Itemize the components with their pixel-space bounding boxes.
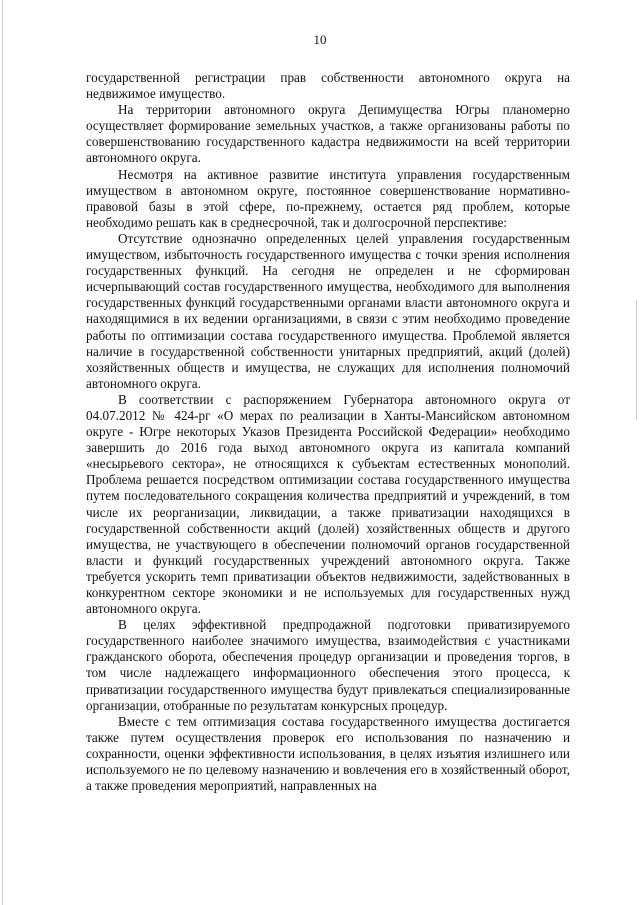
page-number: 10 <box>313 32 327 47</box>
scan-edge-left <box>2 0 3 905</box>
paragraph-4: Отсутствие однозначно определенных целей управления государственным имуществом, избыточность государственного имущества с точки зрения исполнения государственных функций. На сегодня не определен и не сформирован исчерпывающий состав государственного имущества, необходимого для выполнения государственных функций государственными органами власти автономного округа и находящимися в их ведении организациями, в связи с этим необходимо проведение работы по оптимизации состава государственного имущества. Проблемой является наличие в государственной собственности унитарных предприятий, акций (долей) хозяйственных обществ и имущества, не служащих для исполнения полномочий автономного округа. <box>86 230 570 391</box>
scan-edge-right <box>636 300 637 420</box>
paragraph-6: В целях эффективной предпродажной подготовки приватизируемого государственного наиболее значимого имущества, взаимодействия с участниками гражданского оборота, обеспечения процедур организации и проведения торгов, в том числе надлежащего информационного обеспечения этого процесса, к приватизации государственного имущества будут привлекаться специализированные организации, отобранные по результатам конкурсных процедур. <box>86 617 570 713</box>
paragraph-3: Несмотря на активное развитие института управления государственным имуществом в автономном округе, постоянное совершенствование нормативно-правовой базы в этой сфере, по-прежнему, остается ряд проблем, которые необходимо решать как в среднесрочной, так и долгосрочной перспективе: <box>86 166 570 230</box>
paragraph-1: государственной регистрации прав собственности автономного округа на недвижимое имущество. <box>86 70 570 102</box>
paragraph-2: На территории автономного округа Депимущества Югры планомерно осуществляет формирование земельных участков, а также организованы работы по совершенствованию государственного кадастра недвижимости на всей территории автономного округа. <box>86 102 570 166</box>
paragraph-7: Вместе с тем оптимизация состава государственного имущества достигается также путем осуществления проверок его использования по назначению и сохранности, оценки эффективности использования, в целях изъятия излишнего или используемого не по целевому назначению и вовлечения его в хозяйственный оборот, а также проведения мероприятий, направленных на <box>86 713 570 794</box>
document-body <box>86 70 570 794</box>
paragraph-5: В соответствии с распоряжением Губернатора автономного округа от 04.07.2012 № 424-рг «О мерах по реализации в Ханты-Мансийском автономном округе - Югре некоторых Указов Президента Российской Федерации» необходимо завершить до 2016 года выход автономного округа из капитала компаний «несырьевого сектора», не относящихся к субъектам естественных монополий. Проблема решается посредством оптимизации состава государственного имущества путем последовательного сокращения количества предприятий и учреждений, в том числе их реорганизации, ликвидации, а также приватизации находящихся в государственной собственности акций (долей) хозяйственных обществ и другого имущества, не участвующего в обеспечении полномочий органов государственной власти и функций государственных учреждений автономного округа. Также требуется ускорить темп приватизации объектов недвижимости, задействованных в конкурентном секторе экономики и не используемых для государственных нужд автономного округа. <box>86 391 570 617</box>
